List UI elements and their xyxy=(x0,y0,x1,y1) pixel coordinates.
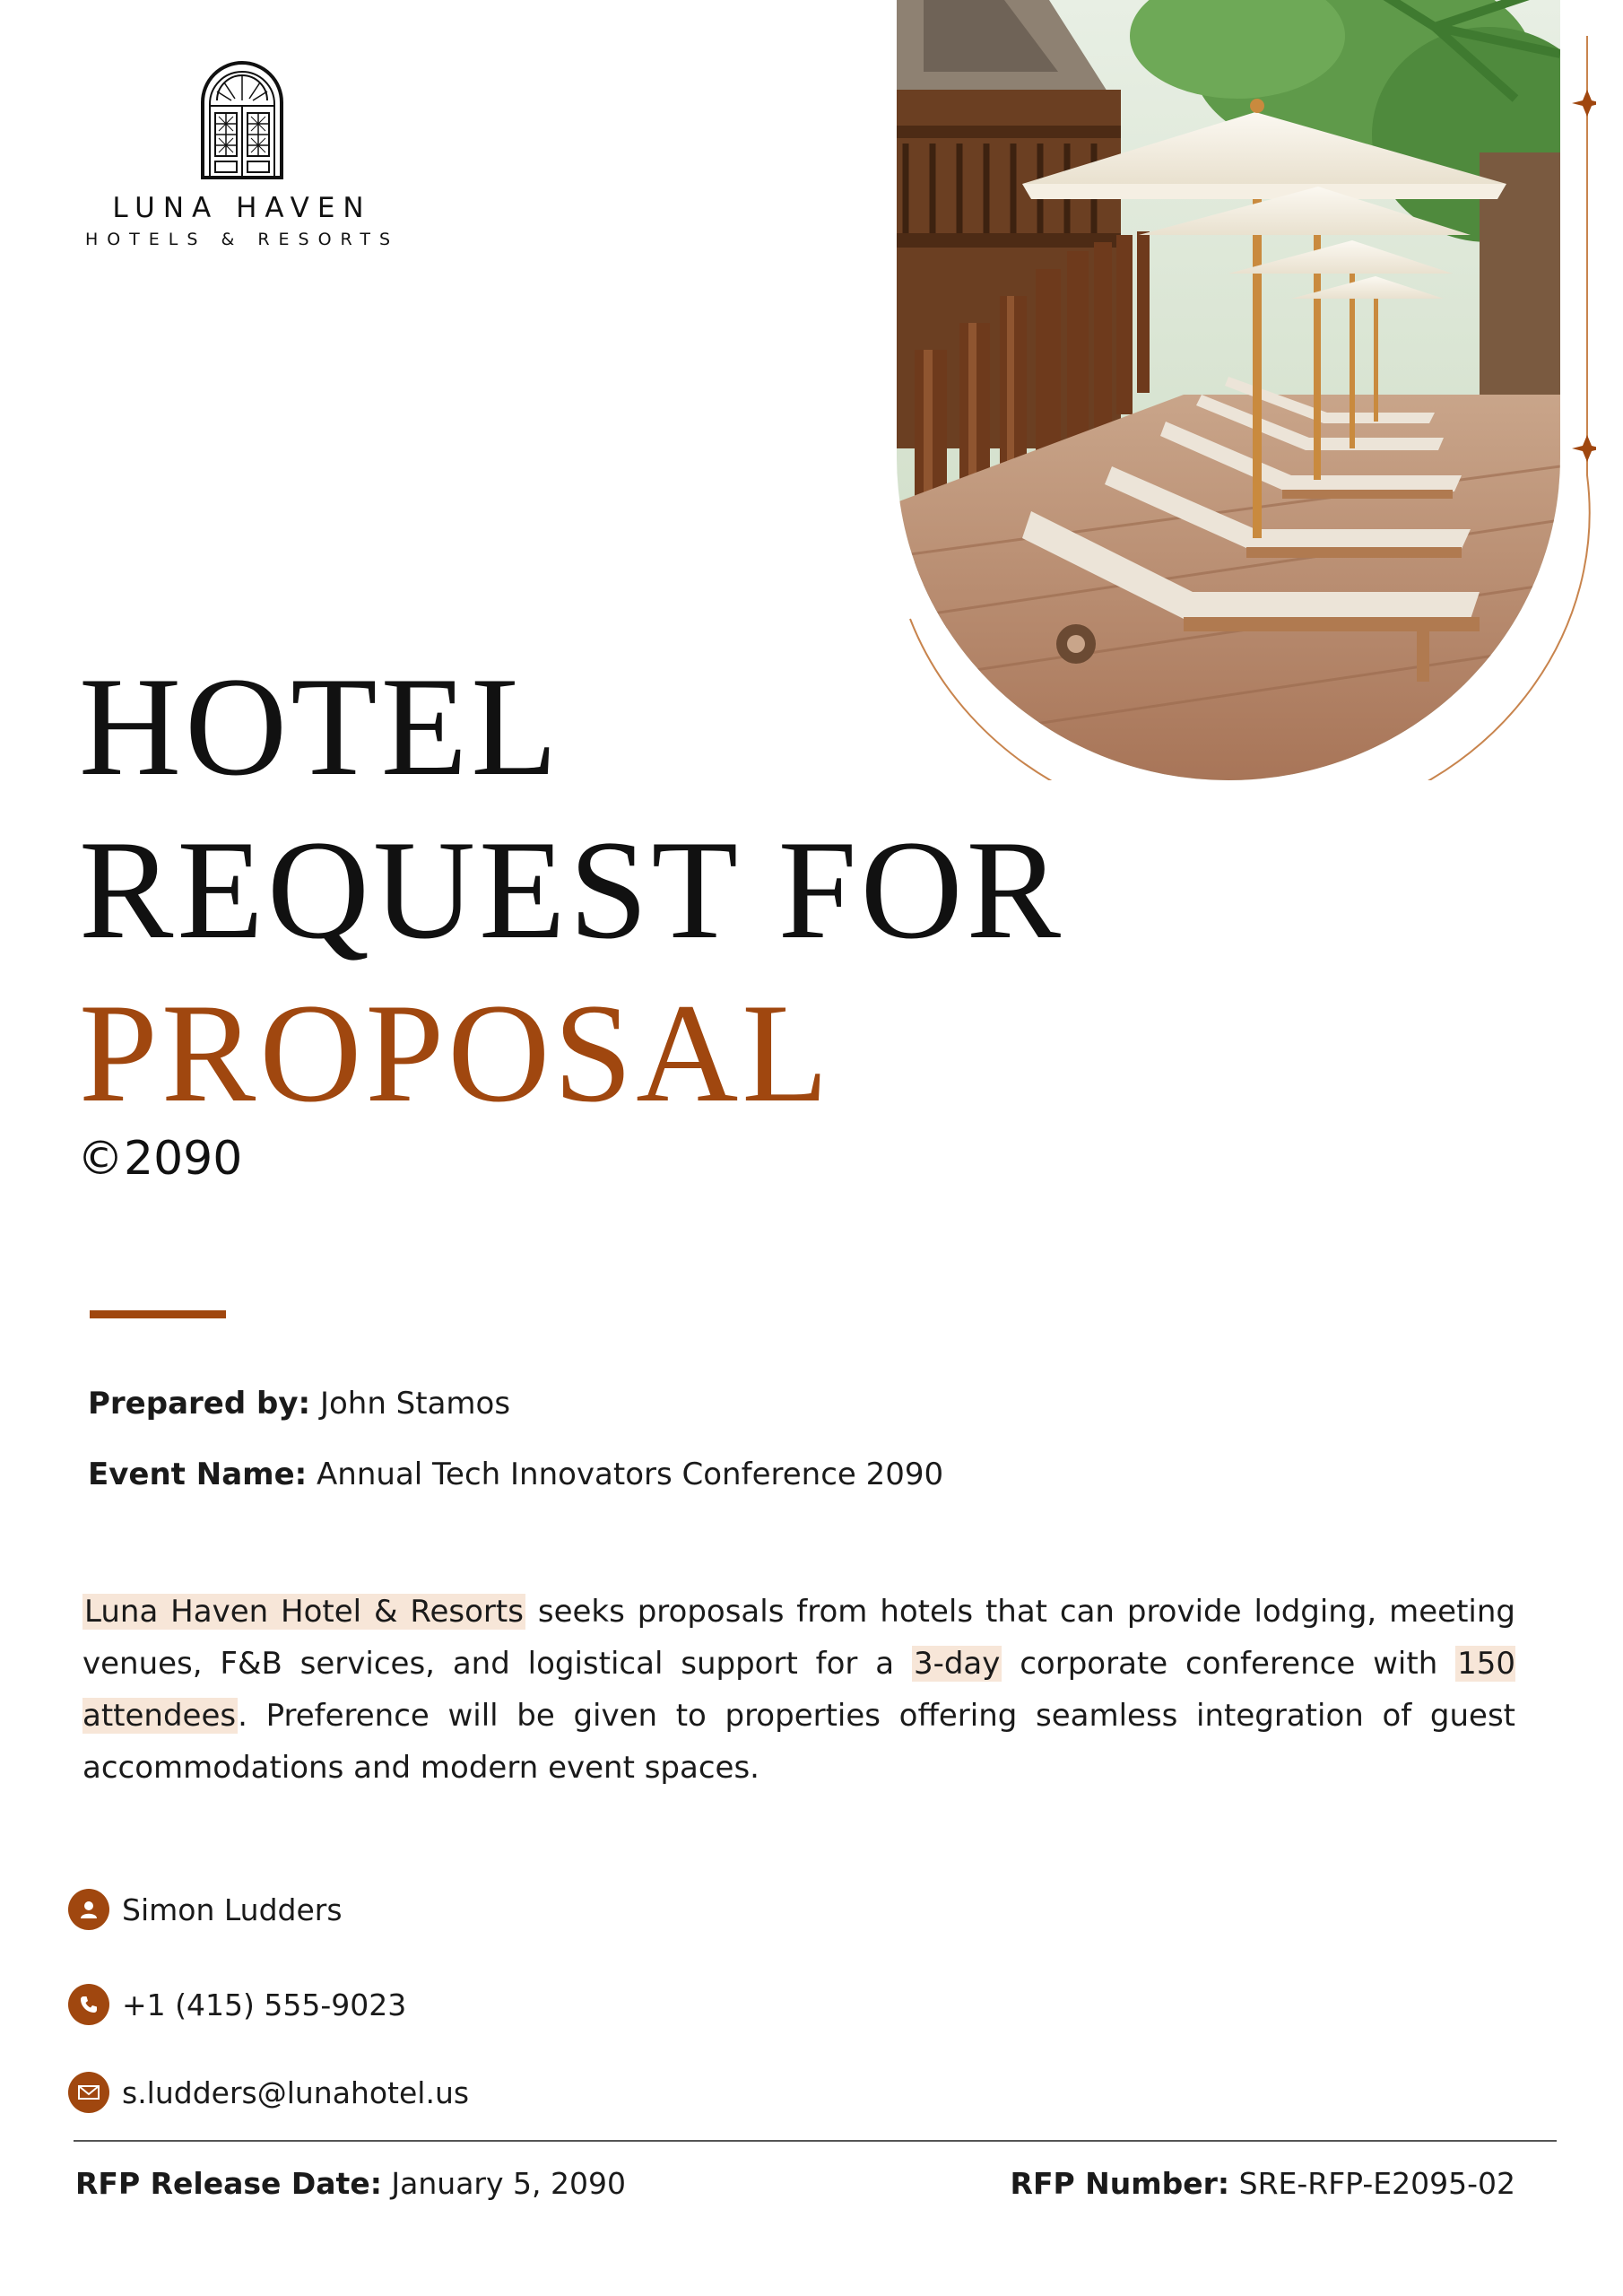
event-name xyxy=(88,1457,943,1492)
contact-phone-text[interactable]: +1 (415) 555-9023 xyxy=(122,1987,407,2022)
intro-text-3: . Preference will be given to properties offering seamless integration of guest accommodations and modern event spaces. xyxy=(82,1698,1515,1786)
intro-text-2: corporate conference with xyxy=(1002,1646,1456,1682)
mail-icon xyxy=(68,2072,109,2113)
door-logo-icon xyxy=(197,56,287,179)
brand-name: LUNA HAVEN xyxy=(112,192,372,224)
rfp-number xyxy=(1011,2166,1515,2201)
rfp-release-value: January 5, 2090 xyxy=(381,2166,626,2201)
intro-text-1: seeks proposals from hotels that can provide lodging, meeting venues, F&B services, and logistical support for a xyxy=(82,1594,1515,1682)
prepared-by xyxy=(88,1386,510,1422)
contact-name xyxy=(68,1887,343,1932)
prepared-by-value: John Stamos xyxy=(310,1386,511,1422)
prepared-by-label: Prepared by: xyxy=(88,1386,311,1422)
person-icon xyxy=(68,1889,109,1930)
event-name-value: Annual Tech Innovators Conference 2090 xyxy=(307,1457,944,1492)
intro-paragraph xyxy=(82,1586,1515,1794)
rfp-release-date xyxy=(75,2166,626,2201)
title-line-1: HOTEL xyxy=(79,648,561,805)
title-line-3: PROPOSAL xyxy=(79,975,832,1132)
rfp-release-label: RFP Release Date: xyxy=(75,2166,382,2201)
document-title xyxy=(79,646,1064,1135)
contact-name-text: Simon Ludders xyxy=(122,1892,343,1927)
copyright-year: ©2090 xyxy=(77,1132,243,1186)
contact-phone xyxy=(68,1982,406,2027)
rfp-number-label: RFP Number: xyxy=(1010,2166,1230,2201)
highlight-company: Luna Haven Hotel & Resorts xyxy=(84,1594,524,1630)
event-name-label: Event Name: xyxy=(88,1457,308,1492)
rfp-number-value: SRE-RFP-E2095-02 xyxy=(1229,2166,1515,2201)
footer-divider xyxy=(74,2140,1557,2142)
title-line-2: REQUEST FOR xyxy=(79,812,1065,969)
brand-tagline: HOTELS & RESORTS xyxy=(84,230,400,249)
contact-email xyxy=(68,2070,469,2115)
accent-divider xyxy=(90,1310,226,1318)
phone-icon xyxy=(68,1984,109,2025)
highlight-attendees: 150 attendees xyxy=(82,1646,1515,1734)
brand-logo xyxy=(81,56,404,249)
highlight-duration: 3-day xyxy=(913,1646,1001,1682)
contact-email-text[interactable]: s.ludders@lunahotel.us xyxy=(122,2074,470,2110)
